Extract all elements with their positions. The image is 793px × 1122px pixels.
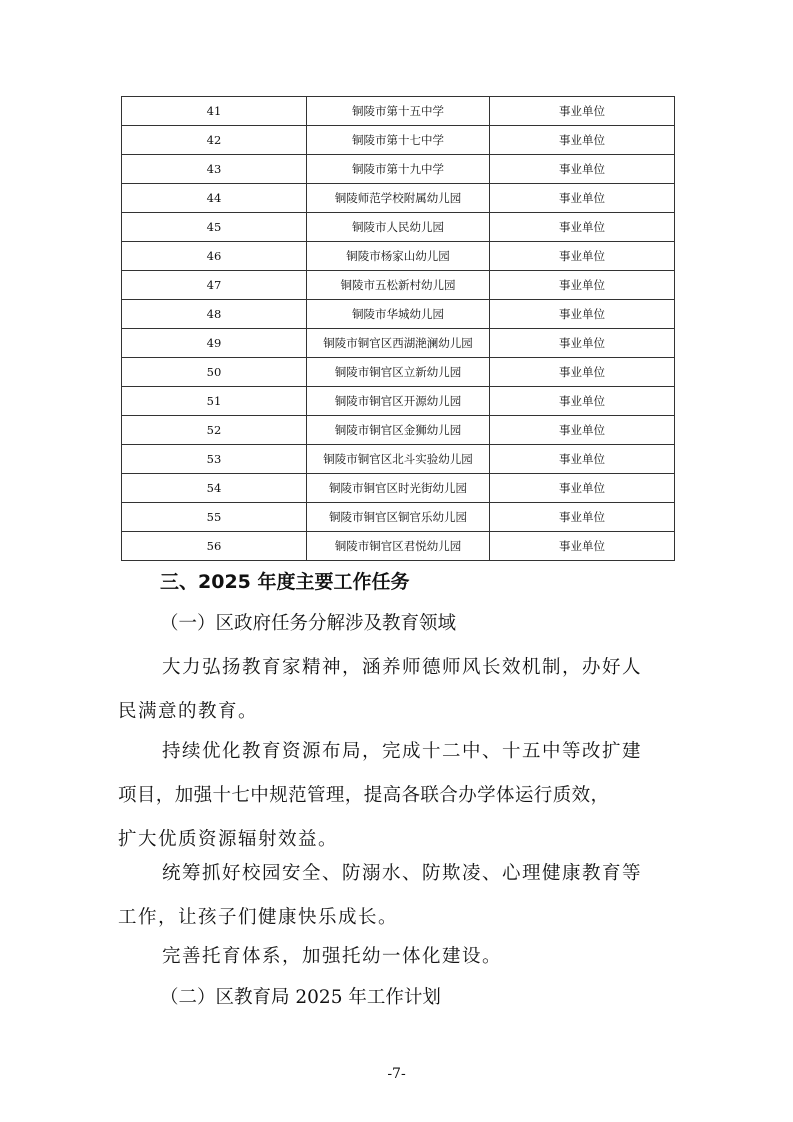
paragraph-line: 完善托育体系，加强托幼一体化建设。 [162,946,503,967]
paragraph-3 [118,852,676,940]
table-row [122,184,675,213]
subheading-1: （一）区政府任务分解涉及教育领域 [160,613,457,634]
paragraph-line: 扩大优质资源辐射效益。 [118,829,339,850]
unit-name-cell: 铜陵市铜官区西湖滟澜幼儿园 [307,329,490,358]
units-table-body [122,97,675,561]
unit-type-cell: 事业单位 [490,532,675,561]
unit-type-cell: 事业单位 [490,184,675,213]
unit-type-cell: 事业单位 [490,358,675,387]
paragraph-line: 项目，加强十七中规范管理，提高各联合办学体运行质效， [118,785,610,806]
unit-type-cell: 事业单位 [490,416,675,445]
paragraph-4 [118,935,676,979]
row-number-cell: 54 [122,474,307,503]
page-number: -7- [387,1066,406,1082]
unit-name-cell: 铜陵市铜官区君悦幼儿园 [307,532,490,561]
table-row [122,358,675,387]
row-number-cell: 43 [122,155,307,184]
table-row [122,126,675,155]
row-number-cell: 41 [122,97,307,126]
table-row [122,242,675,271]
unit-name-cell: 铜陵市杨家山幼儿园 [307,242,490,271]
unit-type-cell: 事业单位 [490,213,675,242]
unit-type-cell: 事业单位 [490,271,675,300]
unit-type-cell: 事业单位 [490,387,675,416]
unit-name-cell: 铜陵市铜官区时光街幼儿园 [307,474,490,503]
table-row [122,532,675,561]
row-number-cell: 44 [122,184,307,213]
paragraph-2 [118,730,676,862]
row-number-cell: 56 [122,532,307,561]
unit-name-cell: 铜陵市铜官区金狮幼儿园 [307,416,490,445]
unit-name-cell: 铜陵市第十九中学 [307,155,490,184]
table-row [122,155,675,184]
unit-name-cell: 铜陵市铜官区铜官乐幼儿园 [307,503,490,532]
unit-type-cell: 事业单位 [490,474,675,503]
section-heading: 三、2025 年度主要工作任务 [160,571,410,593]
row-number-cell: 52 [122,416,307,445]
table-row [122,213,675,242]
unit-name-cell: 铜陵市第十五中学 [307,97,490,126]
table-row [122,300,675,329]
row-number-cell: 49 [122,329,307,358]
paragraph-1 [118,646,676,734]
row-number-cell: 42 [122,126,307,155]
table-row [122,329,675,358]
row-number-cell: 51 [122,387,307,416]
units-table [121,96,675,561]
unit-type-cell: 事业单位 [490,329,675,358]
table-row [122,416,675,445]
paragraph-line: 工作，让孩子们健康快乐成长。 [118,907,399,928]
row-number-cell: 50 [122,358,307,387]
table-row [122,387,675,416]
table-row [122,271,675,300]
row-number-cell: 47 [122,271,307,300]
unit-type-cell: 事业单位 [490,155,675,184]
unit-name-cell: 铜陵市人民幼儿园 [307,213,490,242]
table-row [122,503,675,532]
row-number-cell: 53 [122,445,307,474]
unit-name-cell: 铜陵市华城幼儿园 [307,300,490,329]
unit-name-cell: 铜陵市铜官区立新幼儿园 [307,358,490,387]
subheading-2: （二）区教育局 2025 年工作计划 [160,987,441,1008]
row-number-cell: 55 [122,503,307,532]
unit-name-cell: 铜陵市第十七中学 [307,126,490,155]
row-number-cell: 48 [122,300,307,329]
paragraph-line: 统筹抓好校园安全、防溺水、防欺凌、心理健康教育等 [162,863,643,884]
unit-type-cell: 事业单位 [490,445,675,474]
row-number-cell: 46 [122,242,307,271]
paragraph-line: 民满意的教育。 [118,701,259,722]
unit-name-cell: 铜陵师范学校附属幼儿园 [307,184,490,213]
paragraph-line: 大力弘扬教育家精神，涵养师德师风长效机制，办好人 [162,657,643,678]
unit-type-cell: 事业单位 [490,242,675,271]
table-row [122,445,675,474]
unit-type-cell: 事业单位 [490,126,675,155]
table-row [122,474,675,503]
row-number-cell: 45 [122,213,307,242]
paragraph-line: 持续优化教育资源布局，完成十二中、十五中等改扩建 [162,741,643,762]
unit-name-cell: 铜陵市铜官区开源幼儿园 [307,387,490,416]
unit-type-cell: 事业单位 [490,97,675,126]
unit-type-cell: 事业单位 [490,503,675,532]
unit-name-cell: 铜陵市五松新村幼儿园 [307,271,490,300]
unit-name-cell: 铜陵市铜官区北斗实验幼儿园 [307,445,490,474]
unit-type-cell: 事业单位 [490,300,675,329]
table-row [122,97,675,126]
